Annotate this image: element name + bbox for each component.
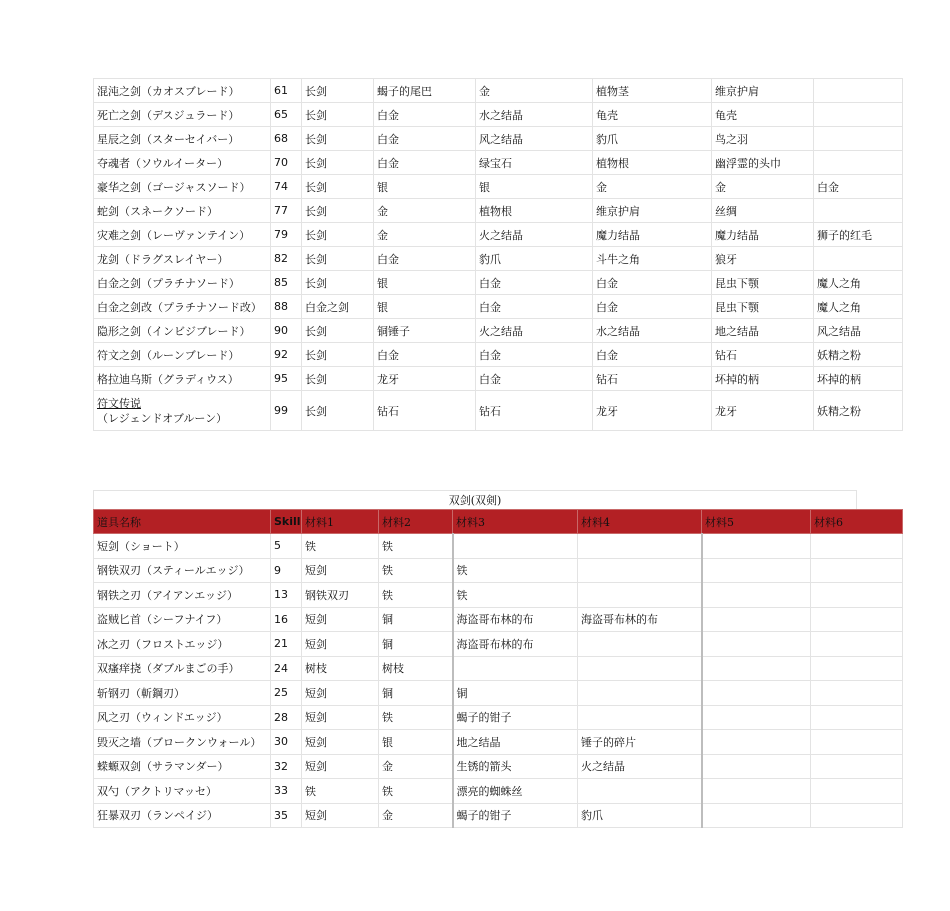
material-2: 白金	[374, 103, 476, 127]
material-5: 昆虫下颚	[712, 295, 814, 319]
material-4	[578, 558, 702, 583]
material-6	[811, 705, 903, 730]
material-1: 长剑	[302, 247, 374, 271]
table-row	[94, 343, 903, 367]
material-6	[814, 151, 903, 175]
material-1: 钢铁双刃	[302, 583, 379, 608]
table-row	[94, 271, 903, 295]
item-name: 钢铁双刃（スティールエッジ）	[94, 558, 271, 583]
material-1: 长剑	[302, 79, 374, 103]
material-2: 钻石	[374, 391, 476, 431]
material-2: 铜	[379, 632, 453, 657]
header-row	[94, 510, 903, 534]
material-3: 银	[476, 175, 593, 199]
material-4	[578, 681, 702, 706]
material-1: 长剑	[302, 319, 374, 343]
skill-value: 79	[271, 223, 302, 247]
item-name: 豪华之剑（ゴージャスソード）	[94, 175, 271, 199]
dual-sword-recipe-table	[93, 509, 903, 828]
item-name: 符文之剑（ルーンブレード）	[94, 343, 271, 367]
material-6	[811, 656, 903, 681]
material-6	[814, 247, 903, 271]
material-5	[702, 754, 811, 779]
table-row	[94, 247, 903, 271]
material-3	[453, 534, 578, 559]
material-4: 白金	[593, 343, 712, 367]
material-5: 龙牙	[712, 391, 814, 431]
sword-recipe-table	[93, 78, 903, 431]
material-4: 海盗哥布林的布	[578, 607, 702, 632]
material-2: 白金	[374, 127, 476, 151]
material-5: 幽浮霊的头巾	[712, 151, 814, 175]
material-4: 水之结晶	[593, 319, 712, 343]
item-name: 格拉迪乌斯（グラディウス）	[94, 367, 271, 391]
table-row	[94, 391, 903, 431]
material-2: 铁	[379, 558, 453, 583]
material-1: 白金之剑	[302, 295, 374, 319]
material-1: 长剑	[302, 127, 374, 151]
material-2: 铁	[379, 779, 453, 804]
material-4	[578, 583, 702, 608]
material-4	[578, 534, 702, 559]
material-6	[811, 558, 903, 583]
material-5: 狼牙	[712, 247, 814, 271]
material-3: 白金	[476, 343, 593, 367]
item-name: 冰之刃（フロストエッジ）	[94, 632, 271, 657]
material-2: 铁	[379, 705, 453, 730]
skill-value: 33	[271, 779, 302, 804]
material-4: 锤子的碎片	[578, 730, 702, 755]
table-row	[94, 632, 903, 657]
item-name: 钢铁之刃（アイアンエッジ）	[94, 583, 271, 608]
material-5: 维京护肩	[712, 79, 814, 103]
material-2: 龙牙	[374, 367, 476, 391]
material-6: 白金	[814, 175, 903, 199]
material-3: 铁	[453, 558, 578, 583]
material-1: 长剑	[302, 343, 374, 367]
material-1: 短剑	[302, 681, 379, 706]
material-5	[702, 705, 811, 730]
material-2: 金	[374, 199, 476, 223]
material-4: 魔力结晶	[593, 223, 712, 247]
material-4: 豹爪	[593, 127, 712, 151]
table-row	[94, 656, 903, 681]
material-5: 地之结晶	[712, 319, 814, 343]
material-5: 昆虫下颚	[712, 271, 814, 295]
material-6: 魔人之角	[814, 271, 903, 295]
material-4	[578, 656, 702, 681]
material-5	[702, 558, 811, 583]
material-5: 龟壳	[712, 103, 814, 127]
material-6	[811, 632, 903, 657]
material-3: 漂亮的蜘蛛丝	[453, 779, 578, 804]
material-1: 长剑	[302, 271, 374, 295]
item-name: 蝾螈双剑（サラマンダー）	[94, 754, 271, 779]
skill-value: 28	[271, 705, 302, 730]
item-name: 龙剑（ドラグスレイヤー）	[94, 247, 271, 271]
material-2: 银	[374, 175, 476, 199]
dual-sword-caption: 双剑(双剣)	[93, 490, 857, 510]
material-6	[811, 607, 903, 632]
table-row	[94, 319, 903, 343]
material-4: 植物根	[593, 151, 712, 175]
material-3: 火之结晶	[476, 319, 593, 343]
material-6	[811, 583, 903, 608]
material-3: 蝎子的钳子	[453, 705, 578, 730]
material-4: 金	[593, 175, 712, 199]
skill-value: 21	[271, 632, 302, 657]
table-row	[94, 705, 903, 730]
material-5	[702, 803, 811, 828]
table-row	[94, 558, 903, 583]
header-material-3: 材料3	[453, 510, 578, 534]
table-row	[94, 681, 903, 706]
table-row	[94, 607, 903, 632]
material-6	[814, 103, 903, 127]
material-2: 白金	[374, 151, 476, 175]
material-2: 金	[379, 803, 453, 828]
item-name: 白金之剑（プラチナソード）	[94, 271, 271, 295]
table-row	[94, 583, 903, 608]
material-4: 火之结晶	[578, 754, 702, 779]
skill-value: 5	[271, 534, 302, 559]
material-2: 铜	[379, 681, 453, 706]
material-2: 铜锤子	[374, 319, 476, 343]
material-6: 妖精之粉	[814, 343, 903, 367]
item-name: 毁灭之墙（ブロークンウォール）	[94, 730, 271, 755]
material-6	[811, 803, 903, 828]
material-6	[814, 127, 903, 151]
skill-value: 99	[271, 391, 302, 431]
material-1: 短剑	[302, 607, 379, 632]
material-1: 短剑	[302, 705, 379, 730]
material-6: 魔人之角	[814, 295, 903, 319]
material-1: 短剑	[302, 754, 379, 779]
material-3: 火之结晶	[476, 223, 593, 247]
table-row	[94, 367, 903, 391]
item-name: 白金之剑改（プラチナソード改）	[94, 295, 271, 319]
table-row	[94, 754, 903, 779]
item-name: 死亡之剑（デスジュラード）	[94, 103, 271, 127]
skill-value: 61	[271, 79, 302, 103]
dual-sword-table-body	[94, 510, 903, 828]
material-6: 狮子的红毛	[814, 223, 903, 247]
material-6: 妖精之粉	[814, 391, 903, 431]
header-material-5: 材料5	[702, 510, 811, 534]
header-material-4: 材料4	[578, 510, 702, 534]
material-5: 鸟之羽	[712, 127, 814, 151]
material-3: 白金	[476, 271, 593, 295]
item-name: 夺魂者（ソウルイーター）	[94, 151, 271, 175]
material-4: 钻石	[593, 367, 712, 391]
material-3: 白金	[476, 295, 593, 319]
material-5	[702, 656, 811, 681]
table-row	[94, 175, 903, 199]
material-4: 龟壳	[593, 103, 712, 127]
table-row	[94, 803, 903, 828]
material-4	[578, 779, 702, 804]
skill-value: 77	[271, 199, 302, 223]
material-3: 绿宝石	[476, 151, 593, 175]
material-2: 金	[374, 223, 476, 247]
item-name: 隐形之剑（インビジブレード）	[94, 319, 271, 343]
skill-value: 24	[271, 656, 302, 681]
material-3: 豹爪	[476, 247, 593, 271]
material-5: 金	[712, 175, 814, 199]
item-name: 斩钢刃（斬鋼刃）	[94, 681, 271, 706]
material-1: 长剑	[302, 391, 374, 431]
material-2: 铁	[379, 534, 453, 559]
material-4: 白金	[593, 271, 712, 295]
material-1: 长剑	[302, 223, 374, 247]
table-row	[94, 779, 903, 804]
material-4	[578, 632, 702, 657]
sword-table-body	[94, 79, 903, 431]
header-material-2: 材料2	[379, 510, 453, 534]
material-1: 长剑	[302, 151, 374, 175]
material-5	[702, 607, 811, 632]
skill-value: 30	[271, 730, 302, 755]
material-2: 金	[379, 754, 453, 779]
material-3: 生锈的箭头	[453, 754, 578, 779]
material-6: 坏掉的柄	[814, 367, 903, 391]
material-2: 白金	[374, 247, 476, 271]
material-5	[702, 681, 811, 706]
skill-value: 85	[271, 271, 302, 295]
material-4	[578, 705, 702, 730]
material-1: 短剑	[302, 558, 379, 583]
material-3: 金	[476, 79, 593, 103]
material-1: 长剑	[302, 367, 374, 391]
material-4: 白金	[593, 295, 712, 319]
item-name: 双瘙痒挠（ダブルまごの手）	[94, 656, 271, 681]
material-2: 银	[374, 271, 476, 295]
skill-value: 90	[271, 319, 302, 343]
skill-value: 88	[271, 295, 302, 319]
skill-value: 16	[271, 607, 302, 632]
material-6	[814, 199, 903, 223]
table-row	[94, 295, 903, 319]
material-5	[702, 730, 811, 755]
material-3: 风之结晶	[476, 127, 593, 151]
skill-value: 70	[271, 151, 302, 175]
skill-value: 74	[271, 175, 302, 199]
skill-value: 92	[271, 343, 302, 367]
material-5	[702, 534, 811, 559]
material-3: 铁	[453, 583, 578, 608]
item-name: 盗贼匕首（シーフナイフ）	[94, 607, 271, 632]
material-3: 地之结晶	[453, 730, 578, 755]
material-2: 蝎子的尾巴	[374, 79, 476, 103]
material-3: 铜	[453, 681, 578, 706]
table-row	[94, 79, 903, 103]
material-6: 风之结晶	[814, 319, 903, 343]
table-row	[94, 534, 903, 559]
material-4: 豹爪	[578, 803, 702, 828]
material-4: 维京护肩	[593, 199, 712, 223]
skill-value: 95	[271, 367, 302, 391]
material-5: 丝绸	[712, 199, 814, 223]
material-5: 坏掉的柄	[712, 367, 814, 391]
skill-value: 82	[271, 247, 302, 271]
skill-value: 25	[271, 681, 302, 706]
skill-value: 9	[271, 558, 302, 583]
skill-value: 13	[271, 583, 302, 608]
item-name: 灾难之剑（レーヴァンテイン）	[94, 223, 271, 247]
material-5: 魔力结晶	[712, 223, 814, 247]
item-name: 短剑（ショート）	[94, 534, 271, 559]
skill-value: 65	[271, 103, 302, 127]
material-3: 海盗哥布林的布	[453, 607, 578, 632]
material-1: 短剑	[302, 632, 379, 657]
material-1: 长剑	[302, 175, 374, 199]
table-row	[94, 223, 903, 247]
material-1: 长剑	[302, 199, 374, 223]
material-6	[811, 681, 903, 706]
item-name: 蛇剑（スネークソード）	[94, 199, 271, 223]
material-3: 水之结晶	[476, 103, 593, 127]
item-name: 风之刃（ウィンドエッジ）	[94, 705, 271, 730]
material-2: 银	[379, 730, 453, 755]
material-3: 白金	[476, 367, 593, 391]
material-6	[811, 779, 903, 804]
material-3: 蝎子的钳子	[453, 803, 578, 828]
material-2: 树枝	[379, 656, 453, 681]
table-row	[94, 730, 903, 755]
material-5	[702, 583, 811, 608]
material-3	[453, 656, 578, 681]
material-2: 铁	[379, 583, 453, 608]
table-row	[94, 127, 903, 151]
material-1: 铁	[302, 779, 379, 804]
material-4: 龙牙	[593, 391, 712, 431]
item-name-rest: （レジェンドオブルーン）	[97, 411, 228, 425]
material-1: 短剑	[302, 730, 379, 755]
skill-value: 32	[271, 754, 302, 779]
skill-value: 68	[271, 127, 302, 151]
item-name: 混沌之剑（カオスブレード）	[94, 79, 271, 103]
material-3: 海盗哥布林的布	[453, 632, 578, 657]
material-6	[814, 79, 903, 103]
material-4: 植物茎	[593, 79, 712, 103]
material-5	[702, 779, 811, 804]
skill-value: 35	[271, 803, 302, 828]
table-row	[94, 151, 903, 175]
table-row	[94, 199, 903, 223]
header-skill: Skill	[271, 510, 302, 534]
material-3: 植物根	[476, 199, 593, 223]
item-name: 双勺（アクトリマッセ）	[94, 779, 271, 804]
material-1: 树枝	[302, 656, 379, 681]
item-name	[94, 391, 271, 431]
material-3: 钻石	[476, 391, 593, 431]
material-1: 短剑	[302, 803, 379, 828]
item-name-link[interactable]: 符文传说	[97, 396, 141, 410]
material-1: 铁	[302, 534, 379, 559]
item-name: 狂暴双刃（ランペイジ）	[94, 803, 271, 828]
material-2: 白金	[374, 343, 476, 367]
material-6	[811, 534, 903, 559]
material-5	[702, 632, 811, 657]
header-item-name: 道具名称	[94, 510, 271, 534]
material-6	[811, 730, 903, 755]
material-1: 长剑	[302, 103, 374, 127]
material-5: 钻石	[712, 343, 814, 367]
table-row	[94, 103, 903, 127]
material-2: 银	[374, 295, 476, 319]
header-material-1: 材料1	[302, 510, 379, 534]
material-2: 铜	[379, 607, 453, 632]
item-name: 星辰之剑（スターセイバー）	[94, 127, 271, 151]
header-material-6: 材料6	[811, 510, 903, 534]
material-6	[811, 754, 903, 779]
material-4: 斗牛之角	[593, 247, 712, 271]
